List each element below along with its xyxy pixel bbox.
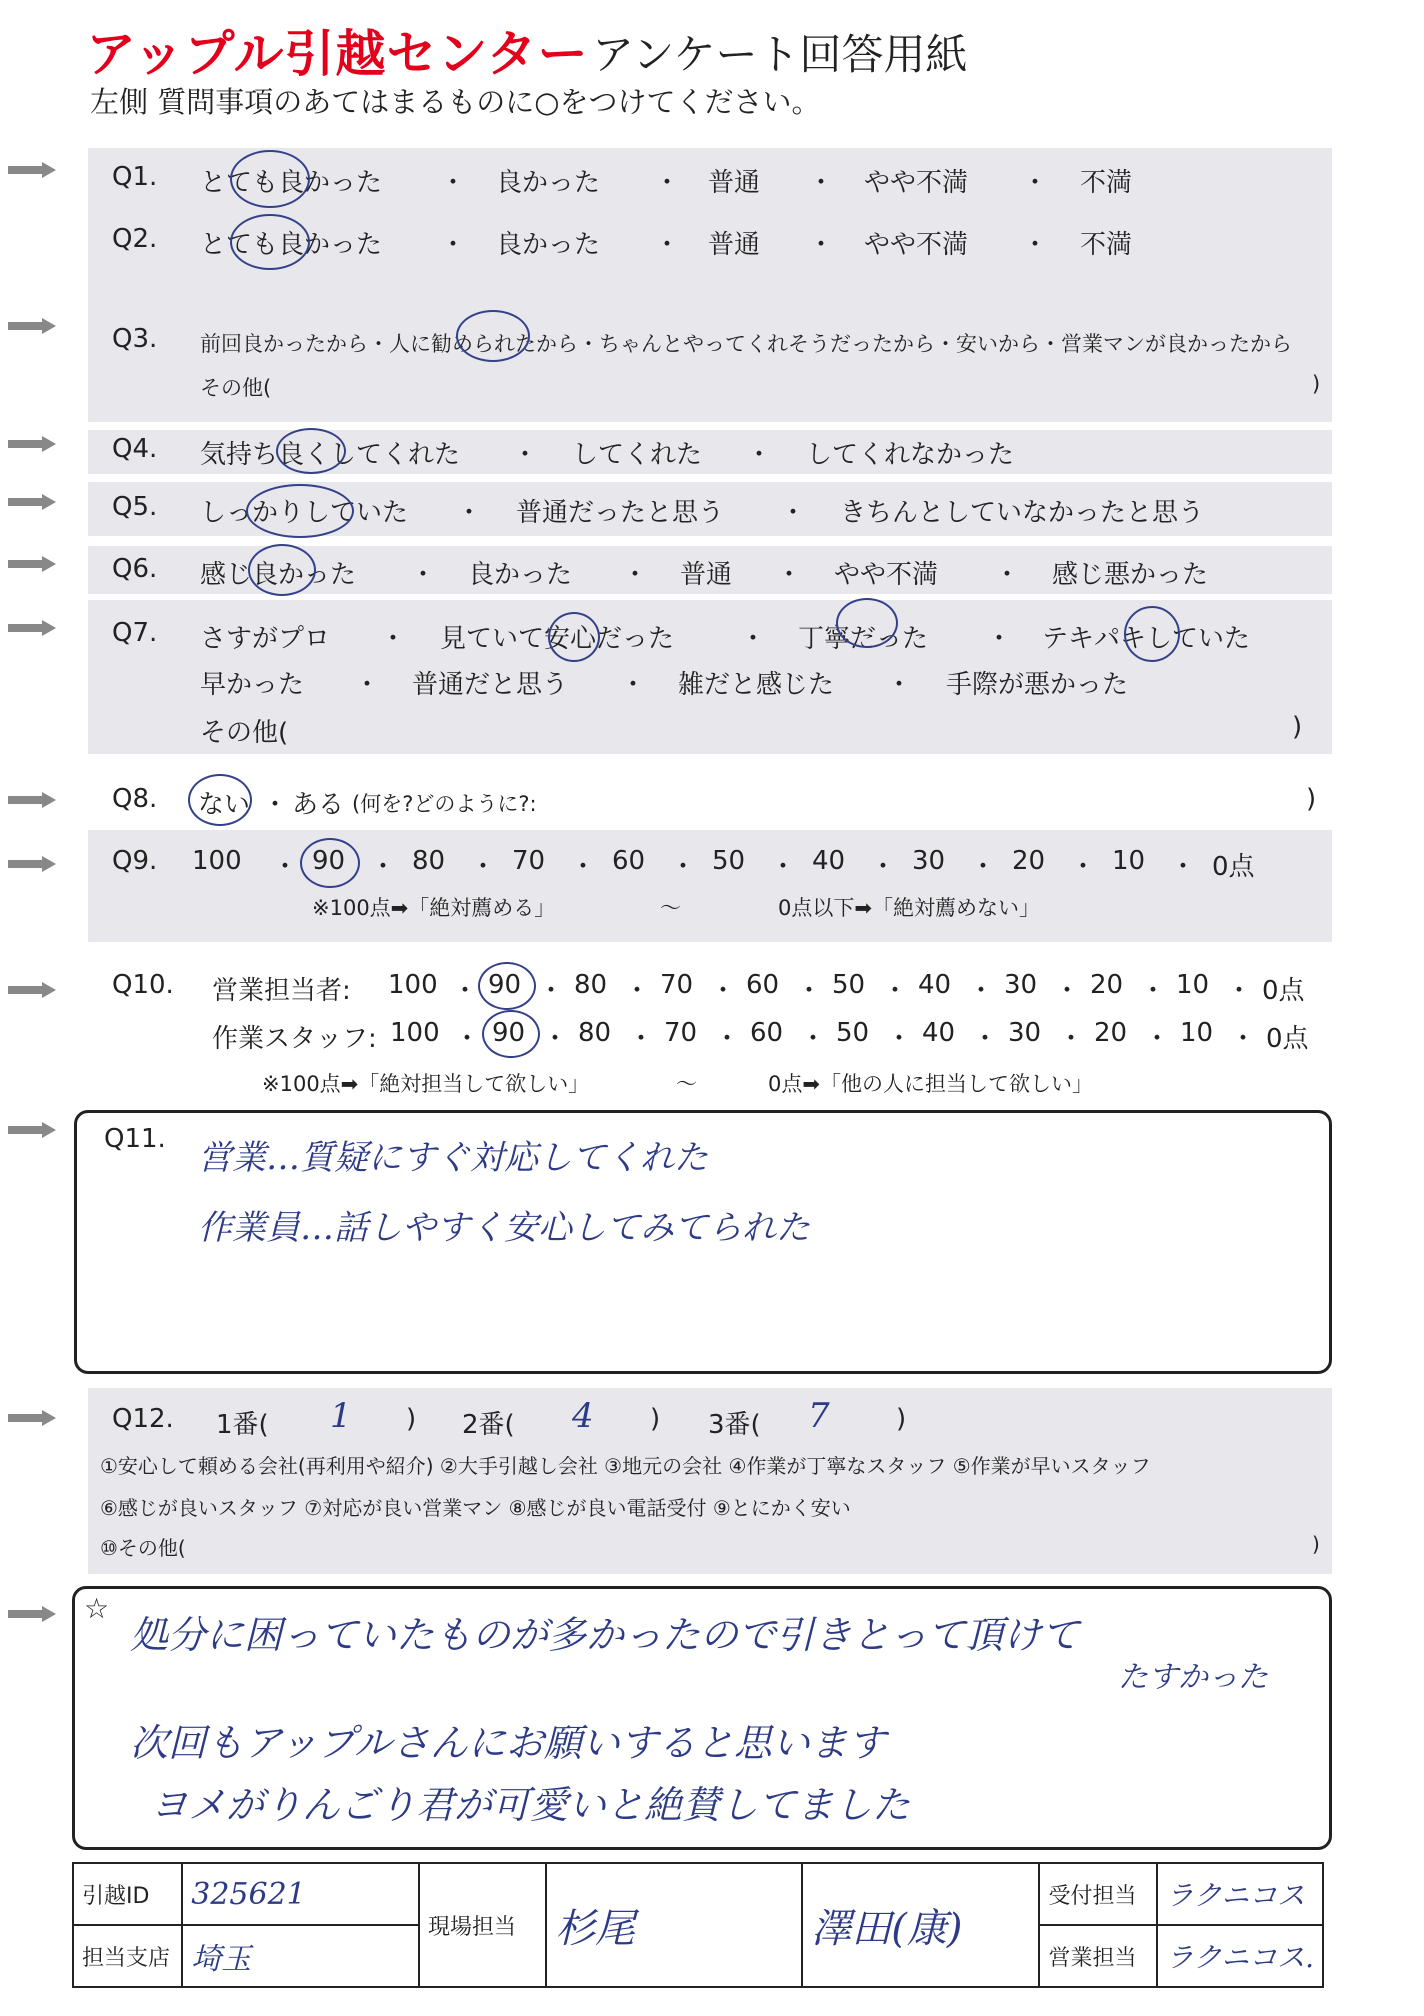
sales-label: 営業担当 <box>1039 1925 1156 1987</box>
arrow-icon <box>8 1410 56 1426</box>
q5-option[interactable]: きちんとしていなかったと思う <box>840 498 1205 528</box>
arrow-icon <box>8 620 56 636</box>
q8-hint: (何を?どのように?: <box>352 792 537 816</box>
arrow-icon <box>8 856 56 872</box>
q9-option[interactable]: 60 <box>612 846 646 876</box>
answer-circle <box>248 544 316 596</box>
comment-handwriting: 処分に困っていたものが多かったので引きとって頂けて <box>130 1613 1080 1657</box>
q10-label: Q10. <box>112 970 174 1000</box>
q7-option[interactable]: テキパキしていた <box>1042 624 1251 654</box>
arrow-icon <box>8 494 56 510</box>
q4-option[interactable]: してくれた <box>572 440 703 470</box>
q5-option[interactable]: しっかりしていた <box>200 498 409 528</box>
answer-circle <box>836 598 898 648</box>
q4-option[interactable]: してくれなかった <box>806 440 1015 470</box>
q6-option[interactable]: 感じ良かった <box>200 560 357 590</box>
answer-circle <box>188 774 252 826</box>
footer-table <box>72 1862 1324 1988</box>
branch-value: 埼玉 <box>191 1942 252 1977</box>
q12-label: Q12. <box>112 1404 174 1434</box>
q9-option[interactable]: 70 <box>512 846 546 876</box>
q3-options[interactable]: 前回良かったから・人に勧められたから・ちゃんとやってくれそうだったから・安いから・営業マンが良かったから <box>200 332 1292 356</box>
q7-other[interactable]: その他( <box>200 718 289 748</box>
q8-option-yes[interactable]: ある <box>292 790 345 820</box>
reception-label: 受付担当 <box>1039 1863 1156 1925</box>
band-q3 <box>88 296 1332 422</box>
q10-note-left: ※100点➡「絶対担当して欲しい」 <box>262 1072 590 1096</box>
q12-legend: ⑥感じが良いスタッフ ⑦対応が良い営業マン ⑧感じが良い電話受付 ⑨とにかく安い <box>100 1496 851 1520</box>
q9-option[interactable]: 50 <box>712 846 746 876</box>
q3-label: Q3. <box>112 324 158 354</box>
answer-circle <box>230 150 310 208</box>
q11-label: Q11. <box>104 1124 166 1154</box>
q2-option[interactable]: とても良かった <box>200 230 383 260</box>
q7-option[interactable]: 雑だと感じた <box>678 670 835 700</box>
q4-label: Q4. <box>112 434 158 464</box>
move-id-label: 引越ID <box>73 1863 182 1925</box>
site-staff-1: 杉尾 <box>555 1905 636 1952</box>
q5-option[interactable]: 普通だったと思う <box>516 498 725 528</box>
q1-option[interactable]: とても良かった <box>200 168 383 198</box>
q5-label: Q5. <box>112 492 158 522</box>
branch-label: 担当支店 <box>73 1925 182 1987</box>
q10-sales-label: 営業担当者: <box>212 976 351 1006</box>
comment-handwriting: たすかった <box>1118 1660 1268 1695</box>
company-title: アップル引越センター <box>86 25 589 83</box>
q10-staff-label: 作業スタッフ: <box>212 1024 377 1054</box>
q1-option[interactable]: やや不満 <box>864 168 969 198</box>
q6-label: Q6. <box>112 554 158 584</box>
answer-circle <box>478 962 536 1010</box>
answer-circle <box>276 428 346 474</box>
star-icon: ☆ <box>84 1592 110 1625</box>
q11-handwriting: 作業員…話しやすく安心してみてられた <box>198 1208 810 1248</box>
arrow-icon <box>8 162 56 178</box>
q1-option[interactable]: 普通 <box>708 168 761 198</box>
arrow-icon <box>8 792 56 808</box>
q9-option[interactable]: 80 <box>412 846 446 876</box>
q3-other[interactable]: その他( <box>200 376 272 400</box>
q4-option[interactable]: 気持ち良くしてくれた <box>200 440 461 470</box>
q9-label: Q9. <box>112 846 158 876</box>
q12-second-answer[interactable]: 4 <box>572 1396 594 1436</box>
q6-option[interactable]: やや不満 <box>834 560 939 590</box>
answer-circle <box>300 838 360 888</box>
q9-option[interactable]: 0点 <box>1212 852 1255 882</box>
arrow-icon <box>8 982 56 998</box>
q8-option-no[interactable]: ない <box>198 790 251 820</box>
q12-first-answer[interactable]: 1 <box>330 1396 352 1436</box>
q6-option[interactable]: 普通 <box>680 560 733 590</box>
sales-value: ラクニコス. <box>1165 1941 1314 1974</box>
q7-option[interactable]: さすがプロ <box>200 624 331 654</box>
answer-circle <box>456 310 530 362</box>
q9-option[interactable]: 100 <box>192 846 242 876</box>
q9-option[interactable]: 20 <box>1012 846 1046 876</box>
q9-option[interactable]: 40 <box>812 846 846 876</box>
move-id-value: 325621 <box>191 1876 306 1912</box>
q2-option[interactable]: 不満 <box>1080 230 1133 260</box>
q7-label: Q7. <box>112 618 158 648</box>
answer-circle <box>230 214 310 270</box>
q12-legend: ①安心して頼める会社(再利用や紹介) ②大手引越し会社 ③地元の会社 ④作業が丁寧なスタッフ ⑤作業が早いスタッフ <box>100 1454 1151 1478</box>
q11-handwriting: 営業…質疑にすぐ対応してくれた <box>198 1138 708 1178</box>
q7-option[interactable]: 早かった <box>200 670 305 700</box>
q9-option[interactable]: 90 <box>312 846 346 876</box>
form-title: アンケート回答用紙 <box>592 30 968 79</box>
q7-option[interactable]: 手際が悪かった <box>946 670 1129 700</box>
reception-value: ラクニコス <box>1165 1879 1306 1912</box>
arrow-icon <box>8 1606 56 1622</box>
arrow-icon <box>8 556 56 572</box>
answer-circle <box>1124 606 1180 662</box>
q2-option[interactable]: 良かった <box>496 230 601 260</box>
q1-option[interactable]: 良かった <box>496 168 601 198</box>
q1-option[interactable]: 不満 <box>1080 168 1133 198</box>
q1-label: Q1. <box>112 162 158 192</box>
comment-handwriting: 次回もアップルさんにお願いすると思います <box>130 1721 886 1765</box>
q2-label: Q2. <box>112 224 158 254</box>
answer-circle <box>482 1010 540 1058</box>
q9-option[interactable]: 10 <box>1112 846 1146 876</box>
answer-circle <box>246 484 354 538</box>
q7-option[interactable]: 普通だと思う <box>412 670 569 700</box>
q7-option[interactable]: 見ていて安心だった <box>440 624 675 654</box>
q10-note-right: 0点➡「他の人に担当して欲しい」 <box>768 1072 1093 1096</box>
arrow-icon <box>8 1122 56 1138</box>
q7-option[interactable]: 丁寧だった <box>798 624 929 654</box>
answer-circle <box>548 612 600 662</box>
q2-option[interactable]: やや不満 <box>864 230 969 260</box>
q8-label: Q8. <box>112 784 158 814</box>
q9-note-right: 0点以下➡「絶対薦めない」 <box>778 896 1040 920</box>
q6-option[interactable]: 良かった <box>468 560 573 590</box>
arrow-icon <box>8 318 56 334</box>
q2-option[interactable]: 普通 <box>708 230 761 260</box>
site-staff-2: 澤田(康) <box>811 1905 963 1952</box>
q6-option[interactable]: 感じ悪かった <box>1052 560 1209 590</box>
q9-option[interactable]: 30 <box>912 846 946 876</box>
q9-note-left: ※100点➡「絶対薦める」 <box>312 896 556 920</box>
instruction-text: 左側 質問事項のあてはまるものに○をつけてください。 <box>90 85 821 119</box>
q12-legend-other[interactable]: ⑩その他( <box>100 1536 186 1560</box>
site-staff-label: 現場担当 <box>419 1863 546 1987</box>
comment-handwriting: ヨメがりんごり君が可愛いと絶賛してました <box>150 1783 911 1827</box>
arrow-icon <box>8 436 56 452</box>
q12-third-answer[interactable]: 7 <box>808 1396 830 1436</box>
